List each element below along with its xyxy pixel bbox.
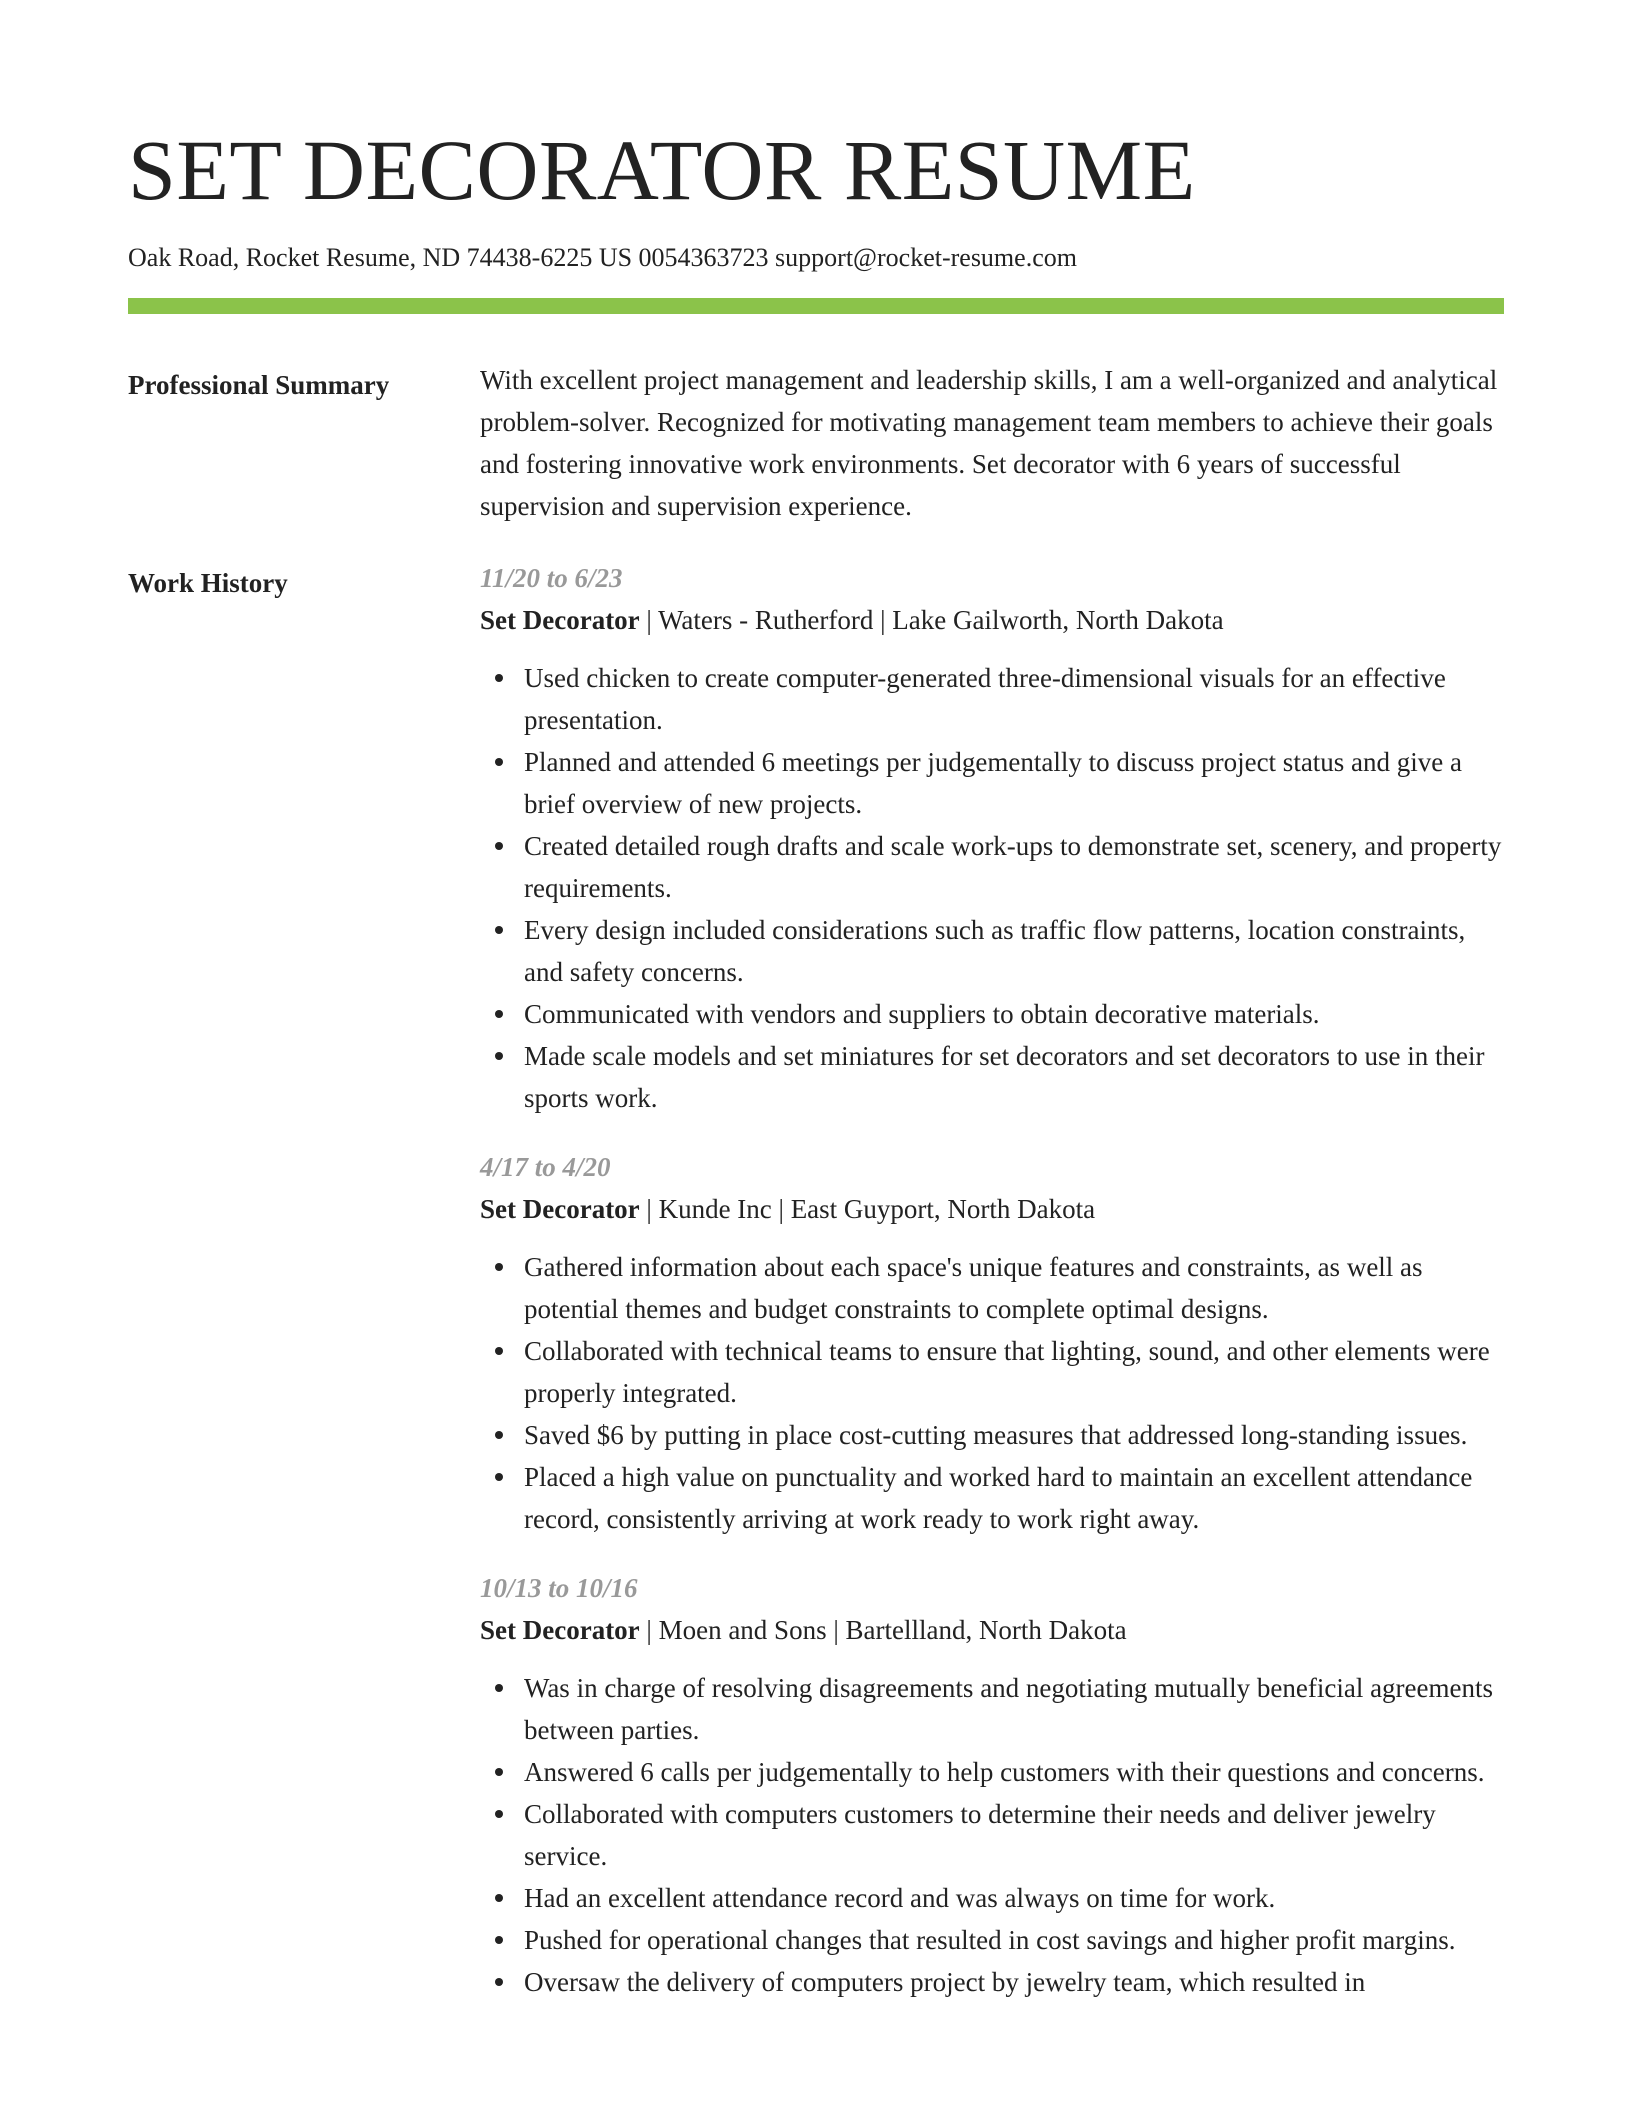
job-bullet: Answered 6 calls per judgementally to help customers with their questions and concerns.	[524, 1751, 1504, 1793]
summary-text: With excellent project management and leadership skills, I am a well-organized and analytical problem-solver. Recognized for motivating management team members to achieve their goals and fostering innovative work environments. Set decorator with 6 years of successful supervision and supervision experience.	[480, 365, 1498, 521]
job-bullet-list	[480, 657, 1504, 1119]
job-heading	[480, 1188, 1504, 1230]
job-dates: 11/20 to 6/23	[480, 563, 623, 593]
job-bullet-list	[480, 1667, 1504, 2003]
job-bullet: Every design included considerations such as traffic flow patterns, location constraints, and safety concerns.	[524, 909, 1504, 993]
job-bullet: Pushed for operational changes that resulted in cost savings and higher profit margins.	[524, 1919, 1504, 1961]
job-entry	[480, 1146, 1504, 1540]
section-heading-work-history: Work History	[128, 568, 288, 598]
job-bullet: Oversaw the delivery of computers project by jewelry team, which resulted in	[524, 1961, 1504, 2003]
job-bullet: Was in charge of resolving disagreements and negotiating mutually beneficial agreements between parties.	[524, 1667, 1504, 1751]
job-bullet-list	[480, 1246, 1504, 1540]
job-company-location: | Waters - Rutherford | Lake Gailworth, North Dakota	[639, 605, 1224, 635]
resume-title: SET DECORATOR RESUME	[128, 122, 1196, 218]
job-bullet: Communicated with vendors and suppliers to obtain decorative materials.	[524, 993, 1504, 1035]
job-bullet: Used chicken to create computer-generated three-dimensional visuals for an effective presentation.	[524, 657, 1504, 741]
resume-page	[128, 0, 1504, 2035]
job-bullet: Planned and attended 6 meetings per judgementally to discuss project status and give a brief overview of new projects.	[524, 741, 1504, 825]
contact-info: Oak Road, Rocket Resume, ND 74438-6225 US 0054363723 support@rocket-resume.com	[128, 243, 1077, 272]
professional-summary-section	[128, 364, 1504, 527]
job-bullet: Gathered information about each space's unique features and constraints, as well as potential themes and budget constraints to complete optimal designs.	[524, 1246, 1504, 1330]
job-dates: 10/13 to 10/16	[480, 1573, 638, 1603]
job-title: Set Decorator	[480, 1194, 640, 1224]
section-heading-summary: Professional Summary	[128, 370, 390, 400]
work-history-section	[128, 562, 1504, 2035]
job-entry	[480, 1567, 1504, 2003]
job-entry	[480, 557, 1504, 1119]
job-company-location: | Moen and Sons | Bartellland, North Dakota	[639, 1615, 1127, 1645]
job-bullet: Created detailed rough drafts and scale work-ups to demonstrate set, scenery, and property requirements.	[524, 825, 1504, 909]
job-heading	[480, 599, 1504, 641]
accent-divider	[128, 298, 1504, 314]
job-title: Set Decorator	[480, 1615, 640, 1645]
job-bullet: Placed a high value on punctuality and worked hard to maintain an excellent attendance record, consistently arriving at work ready to work right away.	[524, 1456, 1504, 1540]
job-dates: 4/17 to 4/20	[480, 1152, 611, 1182]
job-bullet: Collaborated with computers customers to determine their needs and deliver jewelry service.	[524, 1793, 1504, 1877]
job-company-location: | Kunde Inc | East Guyport, North Dakota	[639, 1194, 1096, 1224]
job-heading	[480, 1609, 1504, 1651]
job-title: Set Decorator	[480, 605, 640, 635]
job-bullet: Made scale models and set miniatures for set decorators and set decorators to use in their sports work.	[524, 1035, 1504, 1119]
job-bullet: Had an excellent attendance record and was always on time for work.	[524, 1877, 1504, 1919]
job-bullet: Collaborated with technical teams to ensure that lighting, sound, and other elements were properly integrated.	[524, 1330, 1504, 1414]
job-bullet: Saved $6 by putting in place cost-cutting measures that addressed long-standing issues.	[524, 1414, 1504, 1456]
job-list	[480, 562, 1504, 2035]
